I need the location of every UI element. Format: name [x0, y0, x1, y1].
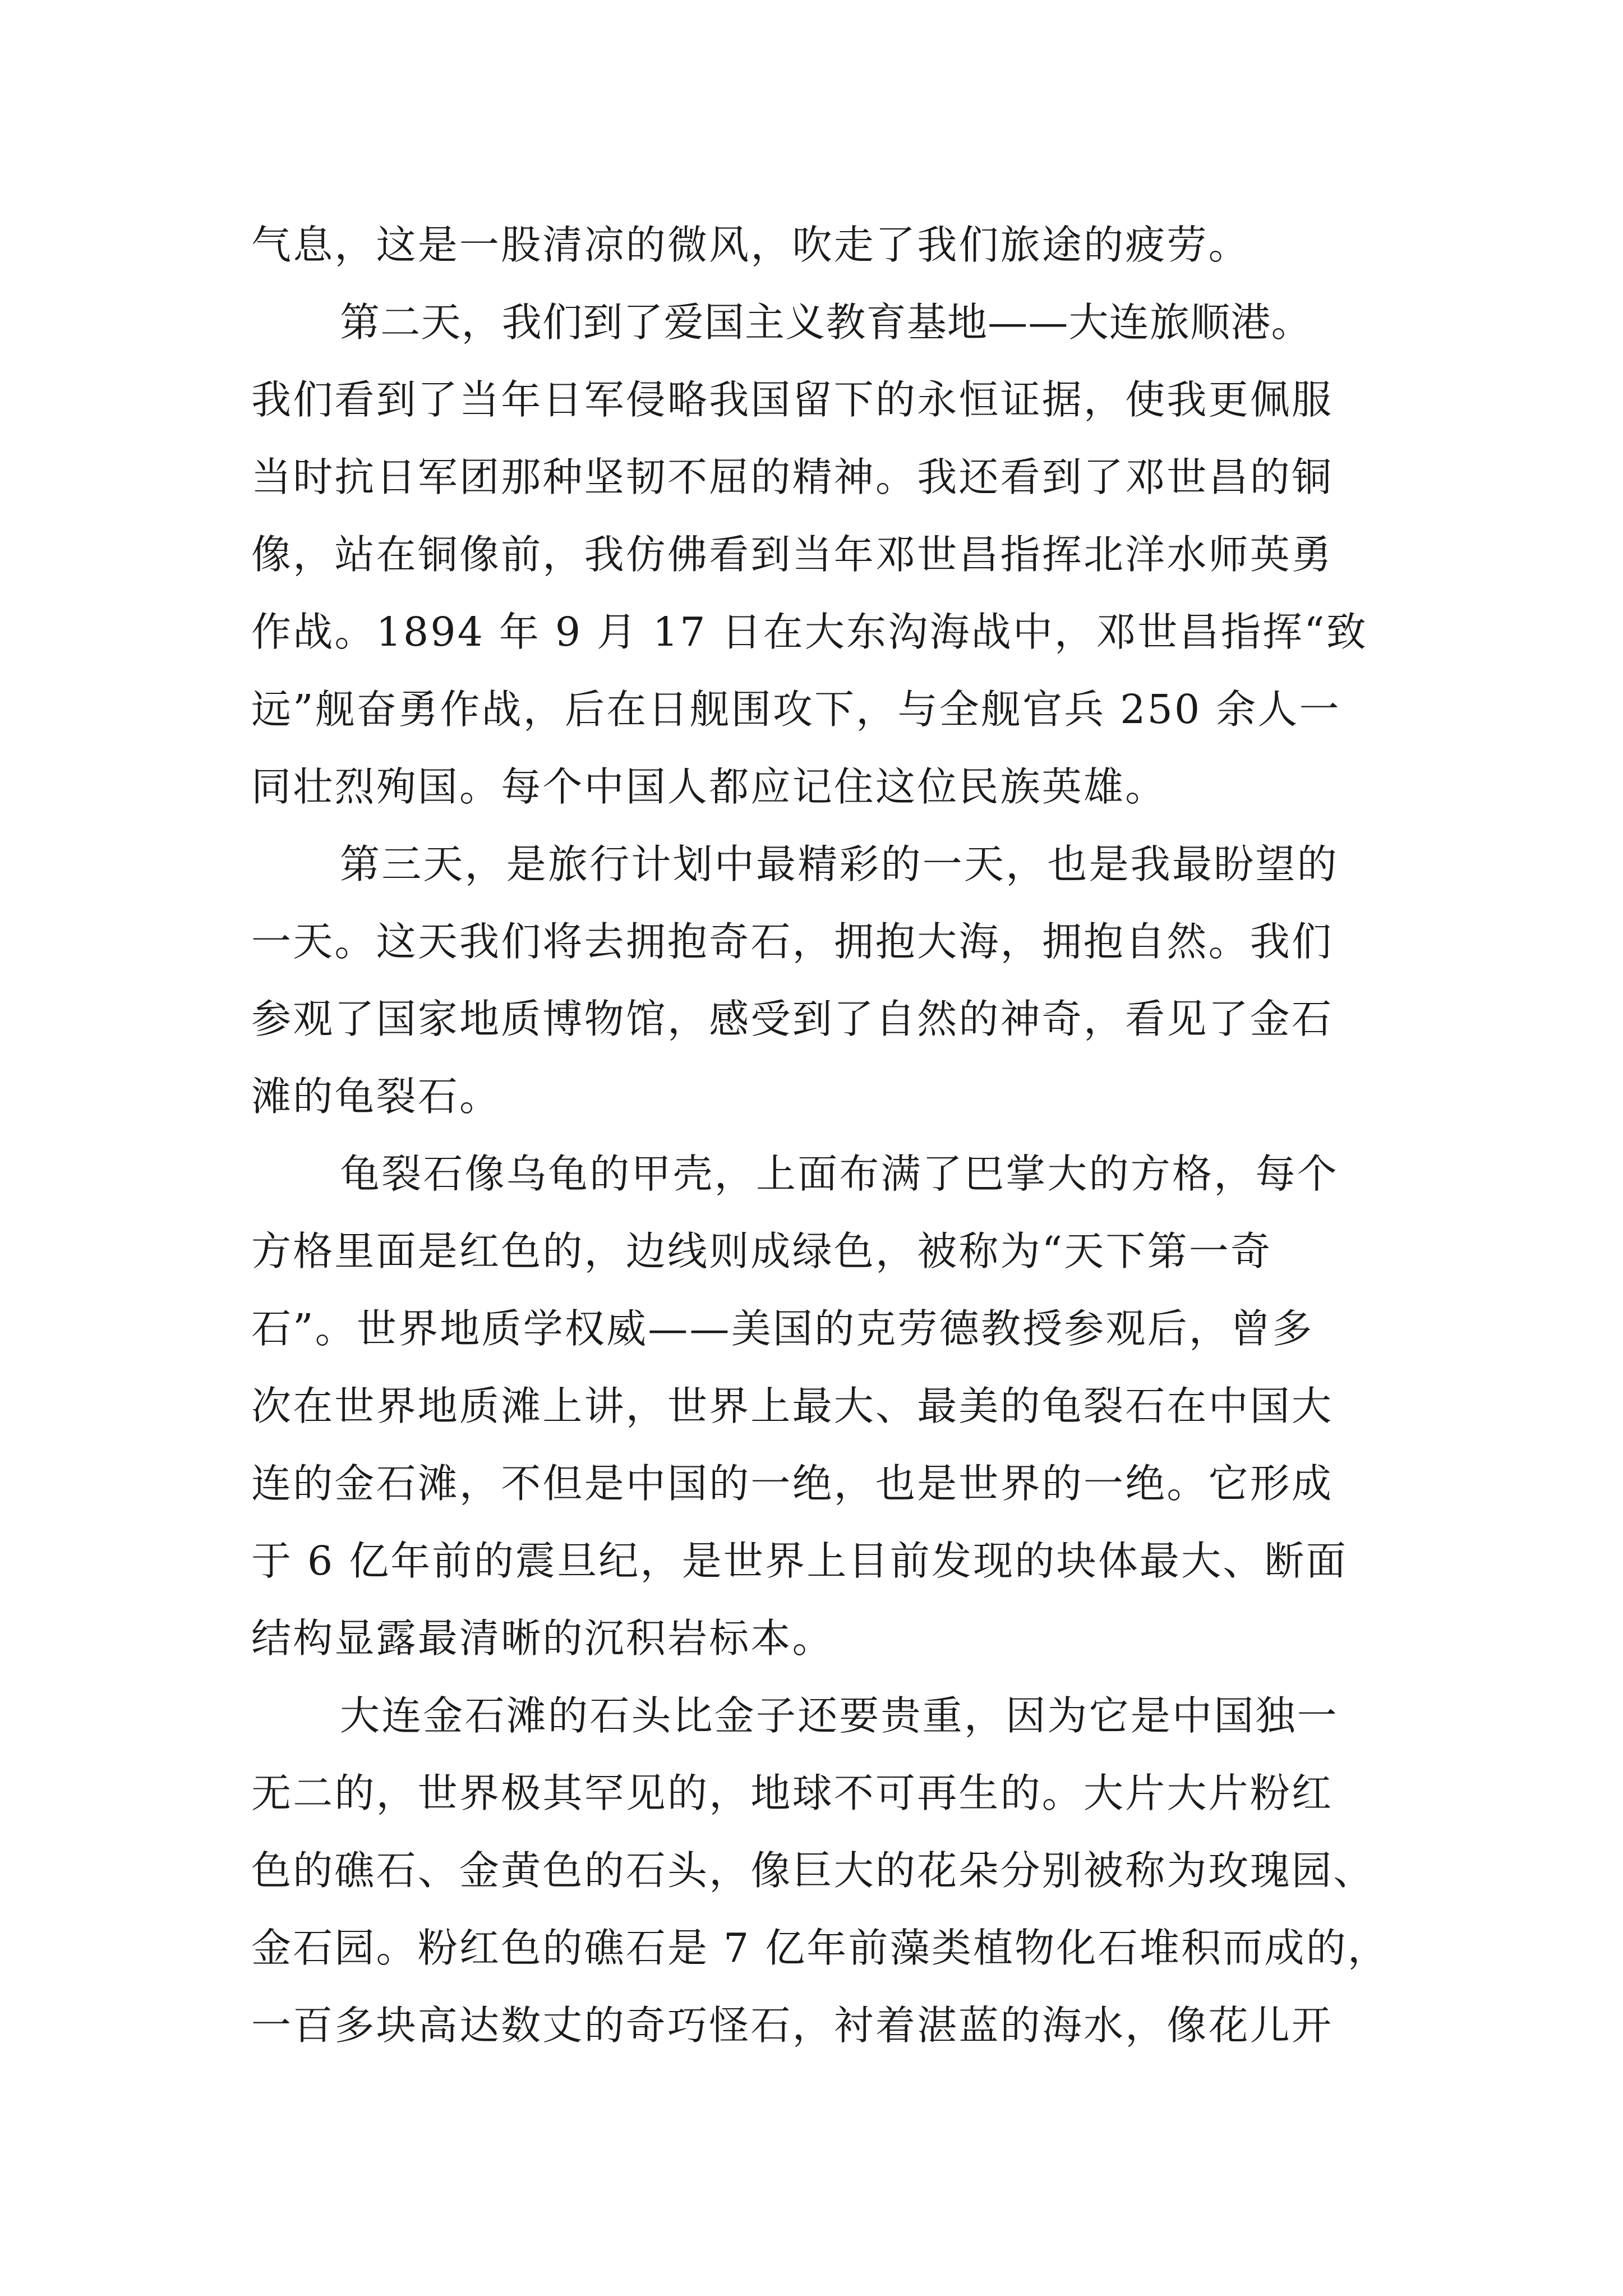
- text-line: 连的金石滩，不但是中国的一绝，也是世界的一绝。它形成: [251, 1460, 1334, 1507]
- paragraph-first-line: 龟裂石像乌龟的甲壳，上面布满了巴掌大的方格，每个: [340, 1151, 1339, 1197]
- text-line: 气息，这是一股清凉的微风，吹走了我们旅途的疲劳。: [251, 222, 1250, 268]
- text-line: 滩的龟裂石。: [251, 1073, 501, 1120]
- text-line: 一百多块高达数丈的奇巧怪石，衬着湛蓝的海水，像花儿开: [251, 2002, 1334, 2049]
- text-line: 色的礁石、金黄色的石头，像巨大的花朵分别被称为玫瑰园、: [251, 1847, 1375, 1894]
- text-line: 金石园。粉红色的礁石是 7 亿年前藻类植物化石堆积而成的，: [251, 1925, 1390, 1971]
- text-line: 一天。这天我们将去拥抱奇石，拥抱大海，拥抱自然。我们: [251, 918, 1334, 965]
- text-line: 我们看到了当年日军侵略我国留下的永恒证据，使我更佩服: [251, 376, 1334, 423]
- text-line: 远”舰奋勇作战，后在日舰围攻下，与全舰官兵 250 余人一: [251, 686, 1341, 733]
- text-line: 无二的，世界极其罕见的，地球不可再生的。大片大片粉红: [251, 1770, 1334, 1816]
- text-line: 结构显露最清晰的沉积岩标本。: [251, 1615, 834, 1662]
- paragraph-first-line: 大连金石滩的石头比金子还要贵重，因为它是中国独一: [340, 1692, 1339, 1739]
- text-line: 于 6 亿年前的震旦纪，是世界上目前发现的块体最大、断面: [251, 1538, 1348, 1584]
- text-line: 方格里面是红色的，边线则成绿色，被称为“天下第一奇: [251, 1228, 1272, 1274]
- text-line: 当时抗日军团那种坚韧不屈的精神。我还看到了邓世昌的铜: [251, 454, 1334, 500]
- text-line: 作战。1894 年 9 月 17 日在大东沟海战中，邓世昌指挥“致: [251, 609, 1368, 655]
- paragraph-first-line: 第三天，是旅行计划中最精彩的一天，也是我最盼望的: [340, 841, 1339, 887]
- text-line: 参观了国家地质博物馆，感受到了自然的神奇，看见了金石: [251, 996, 1334, 1042]
- text-line: 石”。世界地质学权威——美国的克劳德教授参观后，曾多: [251, 1305, 1314, 1352]
- document-text-body: [251, 206, 1404, 2064]
- text-line: 同壮烈殉国。每个中国人都应记住这位民族英雄。: [251, 763, 1167, 810]
- text-line: 次在世界地质滩上讲，世界上最大、最美的龟裂石在中国大: [251, 1383, 1334, 1429]
- text-line: 像，站在铜像前，我仿佛看到当年邓世昌指挥北洋水师英勇: [251, 531, 1334, 578]
- paragraph-first-line: 第二天，我们到了爱国主义教育基地——大连旅顺港。: [340, 299, 1312, 346]
